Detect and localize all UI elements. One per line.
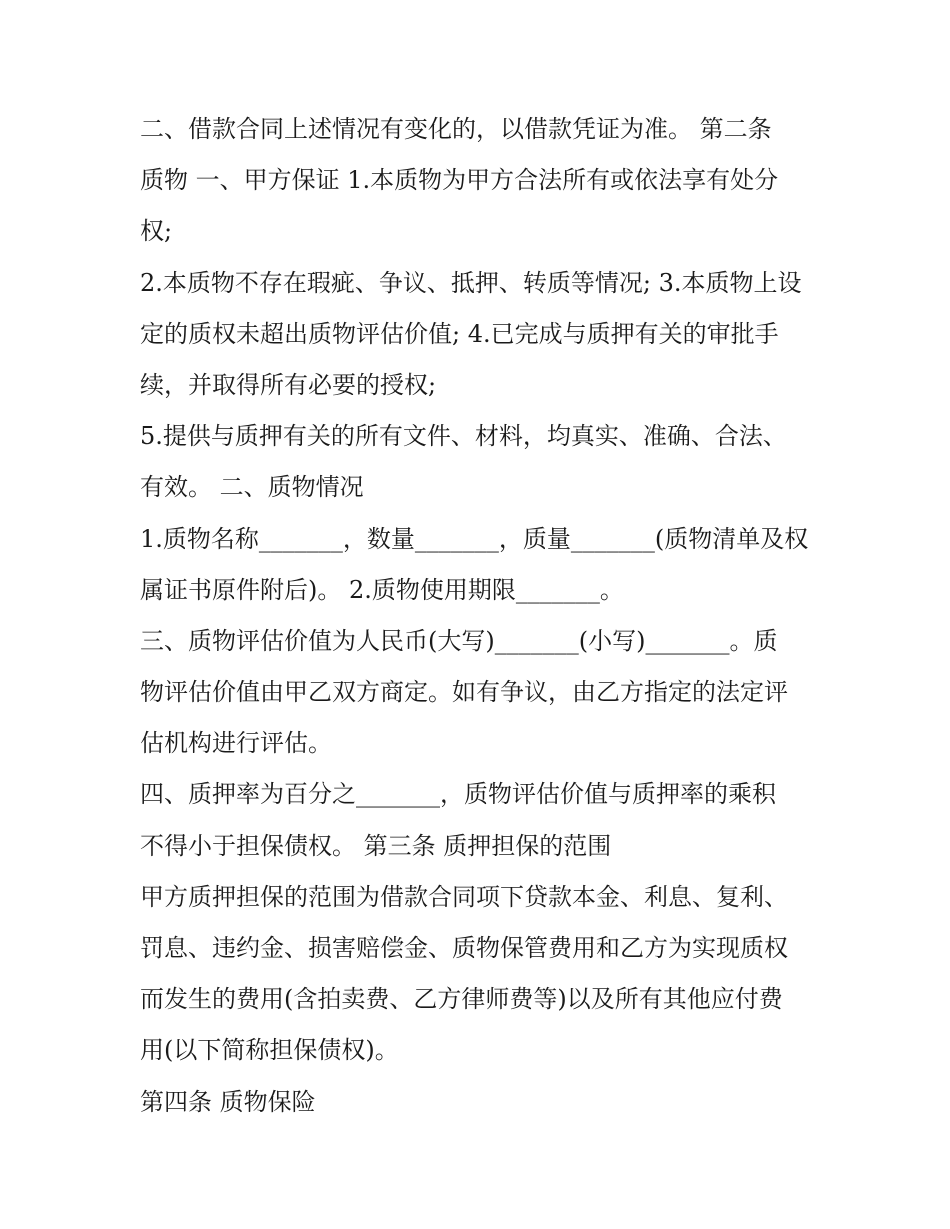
text-line: 不得小于担保债权。 第三条 质押担保的范围 bbox=[140, 831, 612, 860]
text-line: 估机构进行评估。 bbox=[140, 729, 332, 758]
text-line: 有效。 二、质物情况 bbox=[140, 473, 364, 502]
text-line: 质物 一、甲方保证 1.本质物为甲方合法所有或依法享有处分 bbox=[140, 166, 779, 195]
text-line: 罚息、违约金、损害赔偿金、质物保管费用和乙方为实现质权 bbox=[140, 934, 788, 962]
text-line: 1.质物名称_______，数量_______，质量_______(质物清单及权 bbox=[140, 524, 809, 553]
text-line: 5.提供与质押有关的所有文件、材料，均真实、准确、合法、 bbox=[140, 422, 787, 451]
text-line: 属证书原件附后)。 2.质物使用期限_______。 bbox=[140, 575, 624, 604]
text-line: 四、质押率为百分之_______，质物评估价值与质押率的乘积 bbox=[140, 780, 776, 809]
text-line: 二、借款合同上述情况有变化的，以借款凭证为准。 第二条 bbox=[140, 115, 772, 143]
text-line: 甲方质押担保的范围为借款合同项下贷款本金、利息、复利、 bbox=[140, 882, 788, 911]
text-line: 物评估价值由甲乙双方商定。如有争议，由乙方指定的法定评 bbox=[140, 678, 788, 707]
text-line: 2.本质物不存在瑕疵、争议、抵押、转质等情况; 3.本质物上设 bbox=[140, 268, 802, 297]
text-line: 而发生的费用(含拍卖费、乙方律师费等)以及所有其他应付费 bbox=[140, 985, 783, 1014]
text-line: 续，并取得所有必要的授权; bbox=[140, 370, 437, 399]
section-heading: 第四条 质物保险 bbox=[140, 1087, 316, 1116]
text-line: 权; bbox=[140, 217, 173, 246]
contract-text-body bbox=[140, 104, 820, 1128]
text-line: 定的质权未超出质物评估价值; 4.已完成与质押有关的审批手 bbox=[140, 319, 779, 348]
text-line: 三、质物评估价值为人民币(大写)_______(小写)_______。质 bbox=[140, 626, 778, 655]
text-line: 用(以下简称担保债权)。 bbox=[140, 1036, 399, 1065]
